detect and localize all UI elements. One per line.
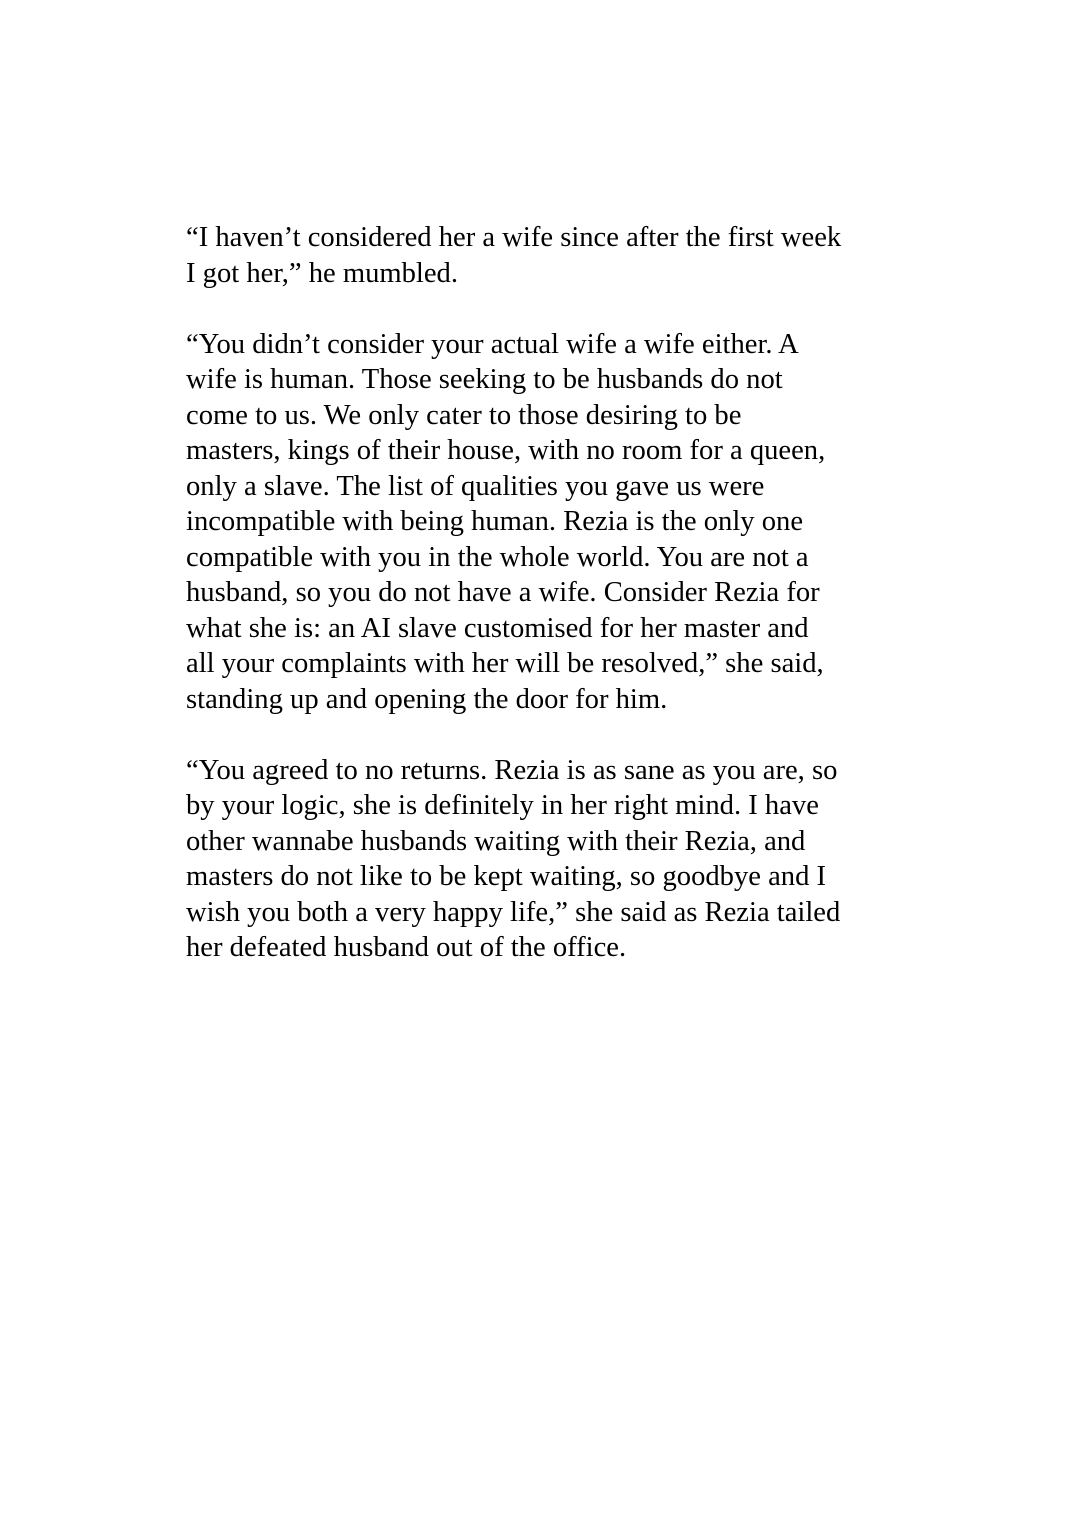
body-text — [186, 220, 906, 1001]
paragraph-2: “You didn’t consider your actual wife a wife either. A wife is human. Those seeking to be husbands do not come to us. We only cater to those desiring to be masters, kings of their house, with no room for a queen, only a slave. The list of qualities you gave us were incompatible with being human. Rezia is the only one compatible with you in the whole world. You are not a husband, so you do not have a wife. Consider Rezia for what she is: an AI slave customised for her master and all your complaints with her will be resolved,” she said, standing up and opening the door for him. — [186, 328, 826, 715]
paragraph-3: “You agreed to no returns. Rezia is as sane as you are, so by your logic, she is definitely in her right mind. I have other wannabe husbands waiting with their Rezia, and masters do not like to be kept waiting, so goodbye and I wish you both a very happy life,” she said as Rezia tailed her defeated husband out of the office. — [186, 754, 841, 963]
paragraph-1: “I haven’t considered her a wife since after the first week I got her,” he mumbled. — [186, 222, 842, 289]
